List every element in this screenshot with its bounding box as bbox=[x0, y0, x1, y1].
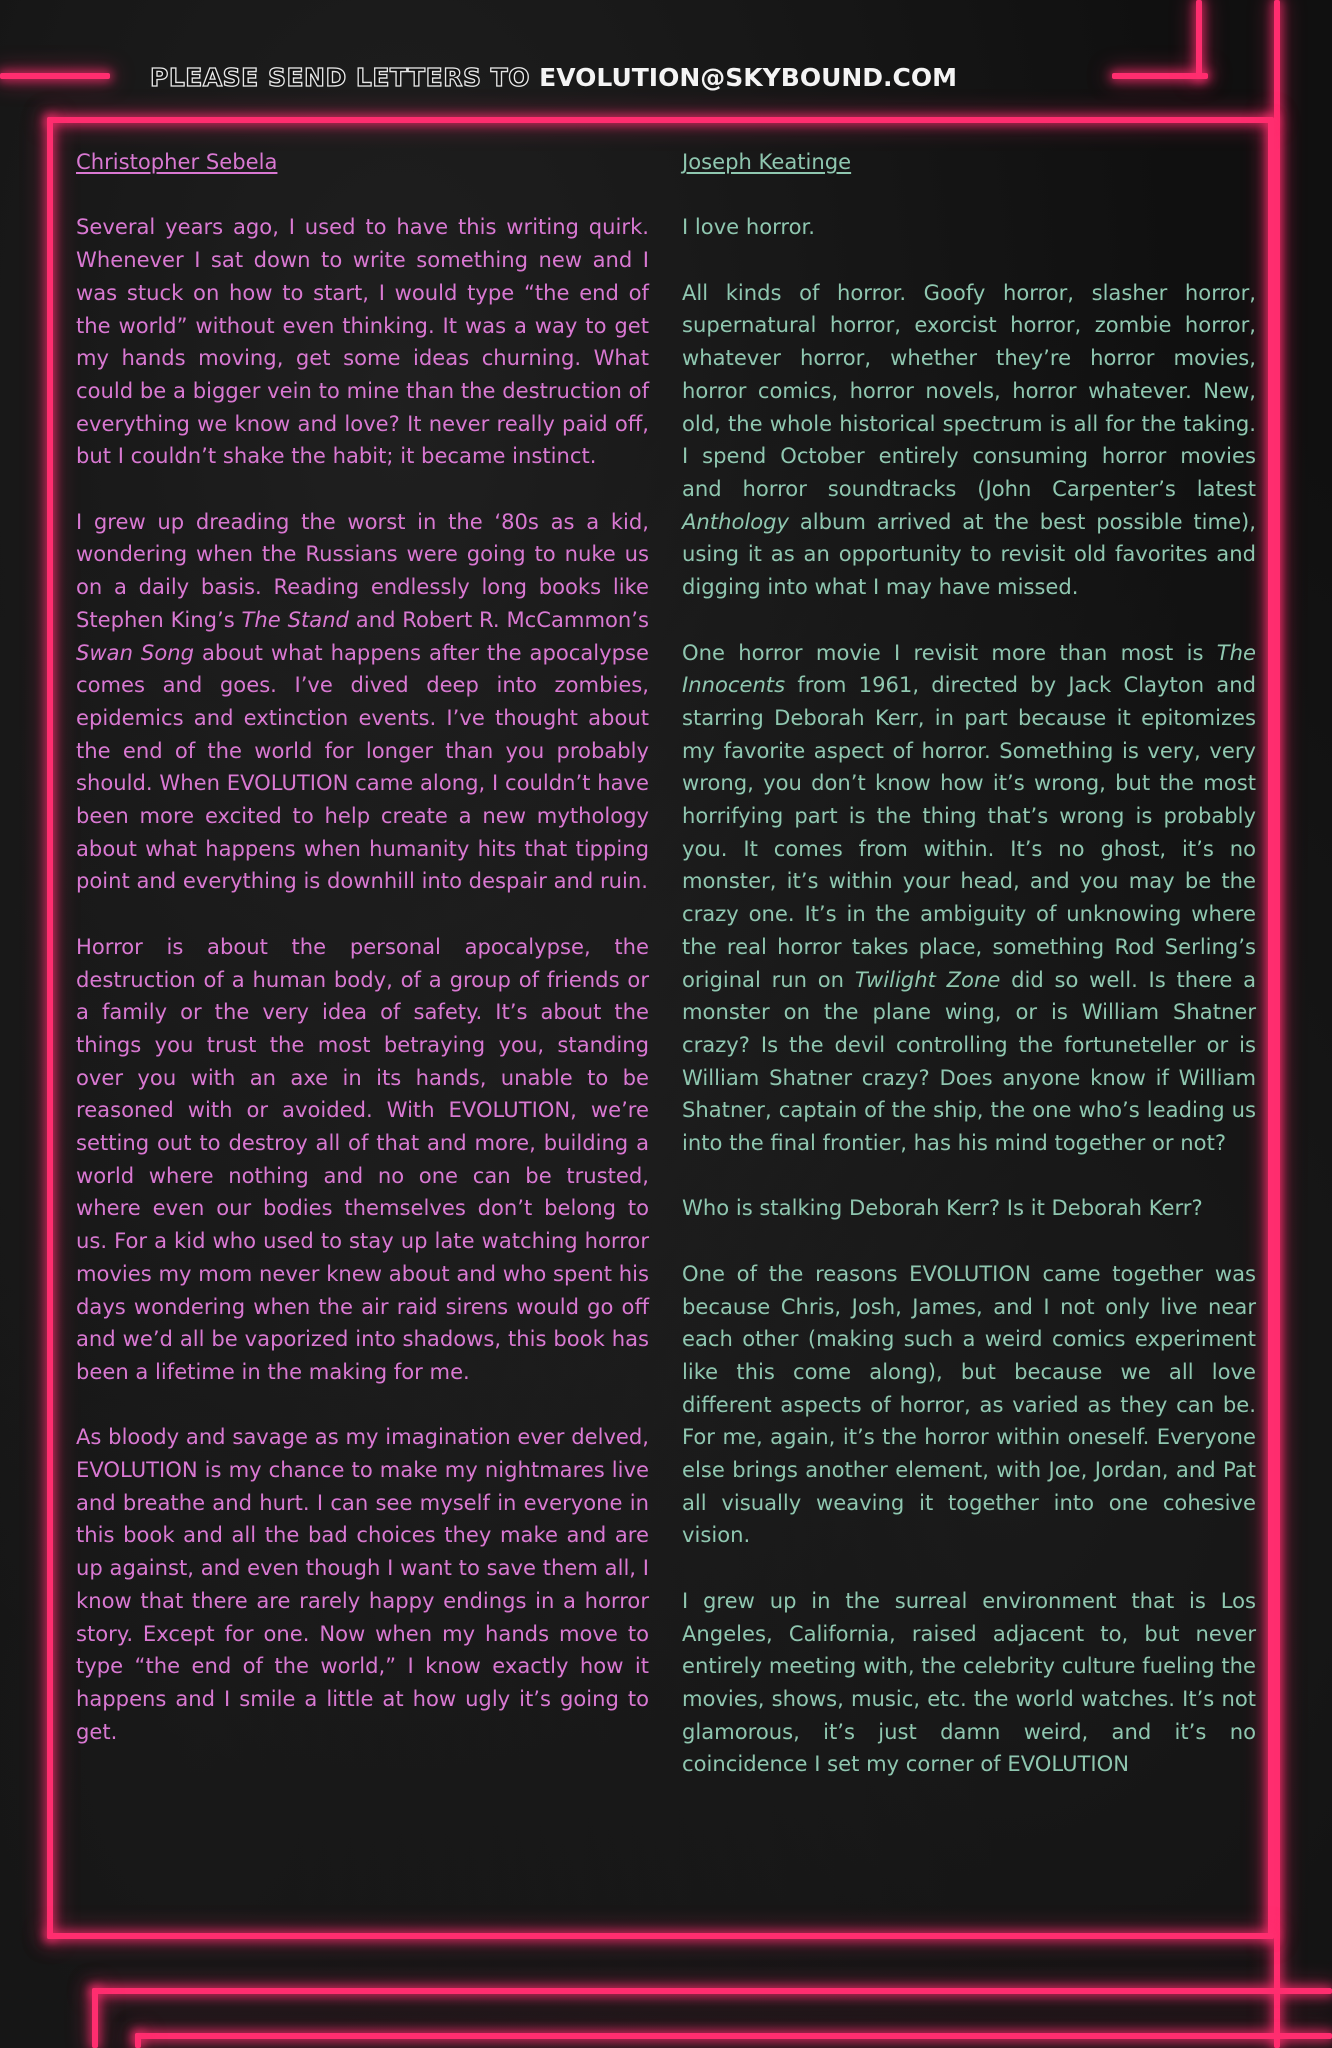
right-column bbox=[682, 146, 1256, 1814]
right-author-name: Joseph Keatinge bbox=[682, 149, 852, 174]
paragraph-text: All kinds of horror. Goofy horror, slasher horror, supernatural horror, exorcist horror, zombie horror, whatever horror, whether they’re horror movies, horror comics, horror novels, horror whatever. New, old, the whole historical spectrum is all for the taking. I spend October entirely consuming horror movies and horror soundtracks (John Carpenter’s latest bbox=[682, 279, 1256, 501]
paragraph-text: Several years ago, I used to have this writing quirk. Whenever I sat down to write something new and I was stuck on how to start, I would type “the end of the world” without even thinking. It was a way to get my hands moving, get some ideas churning. What could be a bigger vein to mine than the destruction of everything we know and love? It never really paid off, but I couldn’t shake the habit; it became instinct. bbox=[76, 214, 649, 469]
paragraph-text: One horror movie I revisit more than most is bbox=[682, 639, 1217, 665]
left-paragraphs bbox=[76, 211, 649, 1748]
italic-title: Anthology bbox=[682, 508, 789, 534]
letter-paragraph bbox=[682, 637, 1256, 1160]
neon-frame-bottom-outer bbox=[92, 1988, 1332, 1994]
italic-title: The Stand bbox=[241, 606, 349, 632]
neon-frame-bottom-inner-vertical bbox=[135, 2033, 141, 2048]
left-column bbox=[76, 146, 649, 1781]
right-paragraphs bbox=[682, 211, 1256, 1781]
paragraph-text: Horror is about the personal apocalypse, the destruction of a human body, of a group of friends or a family or the very idea of safety. It’s about the things you trust the most betraying you, standing over you with an axe in its hands, unable to be reasoned with or avoided. With EVOLUTION, we’re setting out to destroy all of that and more, building a world where nothing and no one can be trusted, where even our bodies themselves don’t belong to us. For a kid who used to stay up late watching horror movies my mom never knew about and who spent his days wondering when the air raid sirens would go off and we’d all be vaporized into shadows, this book has been a lifetime in the making for me. bbox=[76, 933, 649, 1384]
paragraph-text: One of the reasons EVOLUTION came together was because Chris, Josh, James, and I not only live near each other (making such a weird comics experiment like this come along), but because we all love different aspects of horror, as varied as they can be. For me, again, it’s the horror within oneself. Everyone else brings another element, with Joe, Jordan, and Pat all visually weaving it together into one cohesive vision. bbox=[682, 1260, 1256, 1548]
paragraph-text: and Robert R. McCammon’s bbox=[348, 606, 649, 632]
neon-frame-inner-bottom bbox=[47, 1933, 1274, 1939]
paragraph-text: I grew up in the surreal environment that is Los Angeles, California, raised adjacent to, but never entirely meeting with, the celebrity culture fueling the movies, shows, music, etc. the world watches. It’s not glamorous, it’s just damn weird, and it’s no coincidence I set my corner of EVOLUTION bbox=[682, 1587, 1256, 1777]
paragraph-text: As bloody and savage as my imagination ever delved, EVOLUTION is my chance to make my nightmares live and breathe and hurt. I can see myself in everyone in this book and all the bad choices they make and are up against, and even though I want to save them all, I know that there are rarely happy endings in a horror story. Except for one. Now when my hands move to type “the end of the world,” I know exactly how it happens and I smile a little at how ugly it’s going to get. bbox=[76, 1424, 649, 1744]
neon-frame-inner-top bbox=[47, 117, 1274, 123]
letter-paragraph bbox=[76, 211, 649, 473]
paragraph-text: I grew up dreading the worst in the ‘80s as a kid, wondering when the Russians were going to nuke us on a daily basis. Reading endlessly long books like Stephen King’s bbox=[76, 508, 649, 632]
letter-paragraph bbox=[682, 211, 1256, 244]
letter-paragraph bbox=[682, 1192, 1256, 1225]
paragraph-text: did so well. Is there a monster on the plane wing, or is William Shatner crazy? Is the devil controlling the fortuneteller or is William Shatner crazy? Does anyone know if William Shatner, captain of the ship, the one who’s leading us into the final frontier, has his mind together or not? bbox=[682, 966, 1256, 1156]
italic-title: The Innocents bbox=[682, 639, 1256, 698]
neon-frame-outer-right-vertical bbox=[1274, 0, 1280, 2048]
left-author-name: Christopher Sebela bbox=[76, 149, 278, 174]
paragraph-text: album arrived at the best possible time), using it as an opportunity to revisit old favorites and digging into what I may have missed. bbox=[682, 508, 1256, 600]
paragraph-text: about what happens after the apocalypse comes and goes. I’ve dived deep into zombies, epidemics and extinction events. I’ve thought about the end of the world for longer than you probably should. When EVOLUTION came along, I couldn’t have been more excited to help create a new mythology about what happens when humanity hits that tipping point and everything is downhill into despair and ruin. bbox=[76, 639, 649, 894]
italic-title: Twilight Zone bbox=[854, 966, 1001, 992]
letter-paragraph bbox=[682, 1258, 1256, 1552]
paragraph-text: from 1961, directed by Jack Clayton and starring Deborah Kerr, in part because it epitomizes my favorite aspect of horror. Something is very, very wrong, you don’t know how it’s wrong, but the most horrifying part is the thing that’s wrong is probably you. It comes from within. It’s no ghost, it’s no monster, it’s within your head, and you may be the crazy one. It’s in the ambiguity of unknowing where the real horror takes place, something Rod Serling’s original run on bbox=[682, 672, 1256, 992]
letter-paragraph bbox=[76, 931, 649, 1389]
neon-frame-right-corner-vertical bbox=[1196, 0, 1202, 79]
letter-paragraph bbox=[76, 1421, 649, 1748]
italic-title: Swan Song bbox=[76, 639, 194, 665]
neon-frame-inner-left bbox=[47, 117, 53, 1939]
letters-header bbox=[150, 58, 1080, 98]
header-prefix: PLEASE SEND LETTERS TO bbox=[150, 63, 540, 92]
neon-frame-inner-right bbox=[1268, 117, 1274, 1939]
neon-frame-bottom-outer-vertical bbox=[92, 1988, 98, 2048]
letter-paragraph bbox=[682, 1585, 1256, 1781]
letter-paragraph bbox=[682, 277, 1256, 604]
neon-frame-top-right-segment bbox=[1112, 73, 1208, 79]
paragraph-text: Who is stalking Deborah Kerr? Is it Deborah Kerr? bbox=[682, 1195, 1203, 1221]
letter-paragraph bbox=[76, 506, 649, 898]
header-email: EVOLUTION@SKYBOUND.COM bbox=[539, 63, 958, 92]
paragraph-text: I love horror. bbox=[682, 214, 815, 240]
neon-frame-top-left-segment bbox=[0, 73, 110, 79]
neon-frame-bottom-inner bbox=[135, 2033, 1332, 2039]
